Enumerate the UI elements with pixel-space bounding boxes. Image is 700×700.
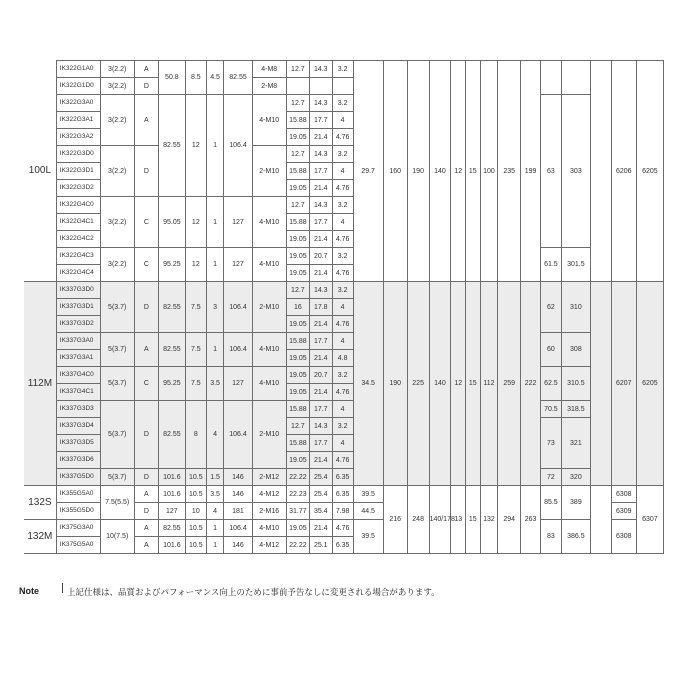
table-cell: 4 (206, 503, 224, 520)
spec-table (24, 60, 664, 554)
table-cell: 3.5 (206, 367, 224, 401)
model-code: IK375G5A0 (56, 537, 100, 554)
model-code: IK337G5D0 (56, 469, 100, 486)
table-cell: 34.5 (353, 282, 383, 486)
model-code: IK322G3D0 (56, 146, 100, 163)
table-cell: 14.3 (309, 282, 332, 299)
table-cell: 389 (561, 486, 590, 520)
table-cell: 4-M8 (252, 61, 286, 78)
table-cell: 7.98 (332, 503, 353, 520)
table-cell: 7.5(5.5) (100, 486, 134, 520)
table-cell: D (134, 282, 158, 333)
table-cell (590, 61, 611, 282)
table-cell: 3.2 (332, 146, 353, 163)
note (19, 583, 679, 599)
table-cell (540, 61, 561, 95)
table-cell: 60 (540, 333, 561, 367)
table-cell: 4.8 (332, 350, 353, 367)
table-cell: 19.05 (286, 316, 309, 333)
table-cell: 248 (407, 486, 429, 554)
table-cell: 8 (185, 401, 206, 469)
table-cell: 19.05 (286, 452, 309, 469)
table-cell: 10.5 (185, 520, 206, 537)
model-code: IK322G3A0 (56, 95, 100, 112)
table-cell: 4.76 (332, 316, 353, 333)
table-cell: 15.88 (286, 401, 309, 418)
frame-size-132s: 132S (24, 486, 56, 520)
table-cell: 12 (185, 248, 206, 282)
table-cell: 6207 (611, 282, 636, 486)
table-row (24, 486, 664, 503)
model-code: IK337G3D5 (56, 435, 100, 452)
table-cell: 17.7 (309, 401, 332, 418)
frame-size-132m: 132M (24, 520, 56, 554)
table-cell: 310.5 (561, 367, 590, 401)
table-cell: 3(2.2) (100, 146, 134, 197)
table-cell: 3.2 (332, 282, 353, 299)
table-cell: A (134, 61, 158, 78)
table-cell: 4 (332, 435, 353, 452)
table-cell: 12.7 (286, 418, 309, 435)
table-cell: 4-M12 (252, 486, 286, 503)
table-cell: 19.05 (286, 367, 309, 384)
table-cell: 6205 (636, 61, 663, 282)
model-code: IK337G3D4 (56, 418, 100, 435)
table-cell: D (134, 78, 158, 95)
table-cell: 3.5 (206, 486, 224, 503)
table-cell: 318.5 (561, 401, 590, 418)
table-cell: 4-M12 (252, 537, 286, 554)
table-cell: 101.6 (158, 486, 185, 503)
table-cell: 62.5 (540, 367, 561, 401)
table-cell: 6.35 (332, 469, 353, 486)
table-cell: 39.5 (353, 486, 383, 503)
table-cell: 1 (206, 537, 224, 554)
table-cell: 20.7 (309, 367, 332, 384)
table-cell: 3(2.2) (100, 248, 134, 282)
table-cell: 386.5 (561, 520, 590, 554)
table-cell: 1 (206, 197, 224, 248)
table-cell: 127 (224, 248, 252, 282)
table-cell: 82.55 (158, 282, 185, 333)
table-cell: 12.7 (286, 146, 309, 163)
table-cell: 146 (224, 537, 252, 554)
table-cell: 63 (540, 95, 561, 248)
frame-size-112m: 112M (24, 282, 56, 486)
table-cell: 70.5 (540, 401, 561, 418)
table-cell: 4.76 (332, 265, 353, 282)
table-cell: 2-M10 (252, 282, 286, 333)
table-cell: 181 (224, 503, 252, 520)
table-cell: 4.76 (332, 129, 353, 146)
table-row (24, 95, 664, 112)
table-cell: 146 (224, 469, 252, 486)
model-code: IK322G1D0 (56, 78, 100, 95)
table-cell: 4-M10 (252, 95, 286, 146)
table-cell: A (134, 537, 158, 554)
table-cell: 308 (561, 333, 590, 367)
table-cell: 61.5 (540, 248, 561, 282)
table-cell: 7.5 (185, 367, 206, 401)
table-cell: D (134, 146, 158, 197)
table-cell: 4 (332, 401, 353, 418)
table-cell: 82.55 (158, 520, 185, 537)
model-code: IK337G3D1 (56, 299, 100, 316)
note-text: 上記仕様は、品質およびパフォーマンス向上のために事前予告なしに変更される場合があります。 (67, 588, 440, 598)
table-cell: 29.7 (353, 61, 383, 282)
table-cell: 14.3 (309, 197, 332, 214)
table-cell: 4-M10 (252, 333, 286, 367)
table-cell: 4.76 (332, 520, 353, 537)
table-cell: 3.2 (332, 197, 353, 214)
table-cell: 19.05 (286, 520, 309, 537)
table-cell: 146 (224, 486, 252, 503)
table-cell: 140 (429, 61, 451, 282)
table-cell (286, 78, 309, 95)
model-code: IK322G4C0 (56, 197, 100, 214)
table-cell: 310 (561, 282, 590, 333)
table-cell: 3.2 (332, 95, 353, 112)
table-cell: 12 (451, 282, 466, 486)
model-code: IK337G3A1 (56, 350, 100, 367)
table-cell: 17.7 (309, 214, 332, 231)
table-cell: 2-M16 (252, 503, 286, 520)
table-cell: C (134, 197, 158, 248)
table-cell: 21.4 (309, 316, 332, 333)
table-cell: 4 (332, 214, 353, 231)
table-cell: 95.25 (158, 367, 185, 401)
table-cell: C (134, 367, 158, 401)
note-divider (62, 583, 63, 593)
table-cell: 12.7 (286, 61, 309, 78)
table-cell: 25.1 (309, 537, 332, 554)
table-cell (309, 78, 332, 95)
model-code: IK375G3A0 (56, 520, 100, 537)
table-cell: 321 (561, 418, 590, 469)
table-cell: 19.05 (286, 248, 309, 265)
table-cell: 4-M10 (252, 248, 286, 282)
table-cell: 4 (332, 299, 353, 316)
table-cell: 15.88 (286, 333, 309, 350)
model-code: IK337G3D3 (56, 401, 100, 418)
table-row (24, 469, 664, 486)
table-cell: 22.22 (286, 537, 309, 554)
table-cell: 263 (521, 486, 541, 554)
table-cell: 35.4 (309, 503, 332, 520)
table-cell: 16 (286, 299, 309, 316)
table-cell: A (134, 520, 158, 537)
table-cell: 4-M10 (252, 520, 286, 537)
table-cell: 15.88 (286, 163, 309, 180)
table-cell: 82.55 (224, 61, 252, 95)
table-cell: 222 (521, 282, 541, 486)
table-cell: 25.4 (309, 469, 332, 486)
table-cell: 31.77 (286, 503, 309, 520)
table-cell: 82.55 (158, 401, 185, 469)
table-cell: A (134, 95, 158, 146)
table-cell: C (134, 248, 158, 282)
table-row (24, 248, 664, 265)
table-cell: 15 (466, 61, 481, 282)
table-cell: 140/178 (429, 486, 451, 554)
table-cell: 294 (498, 486, 521, 554)
table-cell: 3(2.2) (100, 197, 134, 248)
table-cell: 50.8 (158, 61, 185, 95)
table-cell: 106.4 (224, 333, 252, 367)
table-cell (332, 78, 353, 95)
note-label: Note (19, 586, 39, 596)
table-cell: 21.4 (309, 384, 332, 401)
table-cell: 100 (480, 61, 498, 282)
model-code: IK355G5D0 (56, 503, 100, 520)
model-code: IK337G4C1 (56, 384, 100, 401)
table-cell: 4 (332, 163, 353, 180)
table-cell: 2-M8 (252, 78, 286, 95)
table-cell: 127 (224, 197, 252, 248)
table-cell: 10.5 (185, 469, 206, 486)
model-code: IK322G3A2 (56, 129, 100, 146)
table-cell: 106.4 (224, 401, 252, 469)
table-cell: A (134, 333, 158, 367)
table-cell: 106.4 (224, 95, 252, 197)
table-cell: 140 (429, 282, 451, 486)
table-cell: 10.5 (185, 486, 206, 503)
table-cell: 1 (206, 333, 224, 367)
table-cell: 19.05 (286, 231, 309, 248)
table-cell: 4.76 (332, 452, 353, 469)
table-cell: 1.5 (206, 469, 224, 486)
table-cell: 4 (332, 112, 353, 129)
table-cell: 19.05 (286, 265, 309, 282)
table-cell: 17.7 (309, 112, 332, 129)
table-cell: 19.05 (286, 129, 309, 146)
table-cell: 190 (407, 61, 429, 282)
table-cell: 12.7 (286, 282, 309, 299)
model-code: IK337G4C0 (56, 367, 100, 384)
table-cell: 6309 (611, 503, 636, 520)
table-cell: 21.4 (309, 452, 332, 469)
table-cell: A (134, 486, 158, 503)
table-cell: 2-M12 (252, 469, 286, 486)
table-cell: 17.7 (309, 333, 332, 350)
model-code: IK337G3D0 (56, 282, 100, 299)
table-cell: 17.8 (309, 299, 332, 316)
table-cell: 303 (561, 95, 590, 248)
table-cell: D (134, 503, 158, 520)
table-row (24, 520, 664, 537)
table-cell: 6.35 (332, 537, 353, 554)
table-cell: 4.76 (332, 231, 353, 248)
table-cell: 225 (407, 282, 429, 486)
table-row (24, 282, 664, 299)
table-cell: 19.05 (286, 350, 309, 367)
table-cell: 17.7 (309, 163, 332, 180)
table-cell: 12 (185, 95, 206, 197)
table-cell: 17.7 (309, 435, 332, 452)
table-cell: 3 (206, 282, 224, 333)
table-cell: 44.5 (353, 503, 383, 520)
table-row (24, 61, 664, 78)
table-cell: 82.55 (158, 333, 185, 367)
model-code: IK322G1A0 (56, 61, 100, 78)
table-cell: 15 (466, 282, 481, 486)
table-cell: 4-M10 (252, 367, 286, 401)
table-cell: 6308 (611, 520, 636, 554)
table-cell: 3.2 (332, 418, 353, 435)
table-cell: 190 (383, 282, 407, 486)
table-cell: 83 (540, 520, 561, 554)
table-cell: 5(3.7) (100, 333, 134, 367)
table-cell: 21.4 (309, 265, 332, 282)
table-cell: 22.22 (286, 469, 309, 486)
table-cell: 6307 (636, 486, 663, 554)
table-cell: 6308 (611, 486, 636, 503)
table-cell: 4 (332, 333, 353, 350)
model-code: IK337G3D2 (56, 316, 100, 333)
table-cell: 14.3 (309, 418, 332, 435)
table-cell: 1 (206, 95, 224, 197)
table-row (24, 367, 664, 384)
table-cell: 101.6 (158, 469, 185, 486)
table-cell: 14.3 (309, 95, 332, 112)
model-code: IK322G4C2 (56, 231, 100, 248)
table-cell: 15.88 (286, 435, 309, 452)
table-cell: 5(3.7) (100, 282, 134, 333)
table-cell: 95.25 (158, 248, 185, 282)
table-cell: 3.2 (332, 248, 353, 265)
table-cell: 199 (521, 61, 541, 282)
table-cell: 112 (480, 282, 498, 486)
table-cell: 3(2.2) (100, 78, 134, 95)
table-cell: 4 (206, 401, 224, 469)
table-cell: 21.4 (309, 520, 332, 537)
table-cell: 21.4 (309, 231, 332, 248)
table-cell: 10.5 (185, 537, 206, 554)
table-cell: 25.4 (309, 486, 332, 503)
table-cell: 6205 (636, 282, 663, 486)
table-cell: 3.2 (332, 367, 353, 384)
table-cell (561, 61, 590, 95)
table-cell: 3(2.2) (100, 95, 134, 146)
table-cell: 4.5 (206, 61, 224, 95)
table-cell (590, 282, 611, 486)
table-cell: 3(2.2) (100, 61, 134, 78)
model-code: IK355G5A0 (56, 486, 100, 503)
table-cell: 73 (540, 418, 561, 469)
table-cell: 2-M10 (252, 146, 286, 197)
table-cell: 4-M10 (252, 197, 286, 248)
table-cell: D (134, 469, 158, 486)
table-cell: 19.05 (286, 384, 309, 401)
table-cell: 216 (383, 486, 407, 554)
table-cell: 132 (480, 486, 498, 554)
table-cell: 72 (540, 469, 561, 486)
table-cell: 3.2 (332, 61, 353, 78)
model-code: IK322G4C1 (56, 214, 100, 231)
table-cell: 85.5 (540, 486, 561, 520)
model-code: IK322G3D2 (56, 180, 100, 197)
table-cell: 22.23 (286, 486, 309, 503)
table-cell: 1 (206, 520, 224, 537)
table-cell: 95.05 (158, 197, 185, 248)
table-cell: 301.5 (561, 248, 590, 282)
table-cell: 2-M10 (252, 401, 286, 469)
table-cell: 8.5 (185, 61, 206, 95)
table-cell: 14.3 (309, 61, 332, 78)
table-cell: 12 (451, 61, 466, 282)
model-code: IK337G3A0 (56, 333, 100, 350)
model-code: IK337G3D6 (56, 452, 100, 469)
table-cell: 15 (466, 486, 481, 554)
table-cell: 7.5 (185, 333, 206, 367)
model-code: IK322G4C4 (56, 265, 100, 282)
table-cell: 106.4 (224, 520, 252, 537)
table-cell: 5(3.7) (100, 401, 134, 469)
table-cell: 1 (206, 248, 224, 282)
table-cell: 12 (185, 197, 206, 248)
model-code: IK322G3D1 (56, 163, 100, 180)
table-cell: 5(3.7) (100, 469, 134, 486)
table-cell: 6.35 (332, 486, 353, 503)
table-cell: 82.55 (158, 95, 185, 197)
table-cell: 21.4 (309, 180, 332, 197)
table-cell: 21.4 (309, 350, 332, 367)
table-cell: 4.76 (332, 180, 353, 197)
model-code: IK322G3A1 (56, 112, 100, 129)
table-cell: 160 (383, 61, 407, 282)
table-cell: 62 (540, 282, 561, 333)
table-row (24, 333, 664, 350)
table-row (24, 401, 664, 418)
table-cell: 21.4 (309, 129, 332, 146)
table-cell: 12.7 (286, 95, 309, 112)
table-cell: 19.05 (286, 180, 309, 197)
table-cell: 127 (158, 503, 185, 520)
table-cell: 10 (185, 503, 206, 520)
table-cell: 7.5 (185, 282, 206, 333)
table-cell: 4.76 (332, 384, 353, 401)
table-cell: 6206 (611, 61, 636, 282)
table-cell: 12.7 (286, 197, 309, 214)
table-cell: 5(3.7) (100, 367, 134, 401)
table-cell: 15.88 (286, 214, 309, 231)
table-cell: 235 (498, 61, 521, 282)
table-cell: 14.3 (309, 146, 332, 163)
table-cell: 320 (561, 469, 590, 486)
table-cell: 259 (498, 282, 521, 486)
table-cell: 39.5 (353, 520, 383, 554)
table-cell: D (134, 401, 158, 469)
frame-size-100l: 100L (24, 61, 56, 282)
table-cell: 101.6 (158, 537, 185, 554)
table-cell: 15.88 (286, 112, 309, 129)
table-cell: 127 (224, 367, 252, 401)
table-cell: 10(7.5) (100, 520, 134, 554)
table-cell (590, 486, 611, 554)
table-cell: 106.4 (224, 282, 252, 333)
model-code: IK322G4C3 (56, 248, 100, 265)
table-cell: 20.7 (309, 248, 332, 265)
table-cell: 13 (451, 486, 466, 554)
